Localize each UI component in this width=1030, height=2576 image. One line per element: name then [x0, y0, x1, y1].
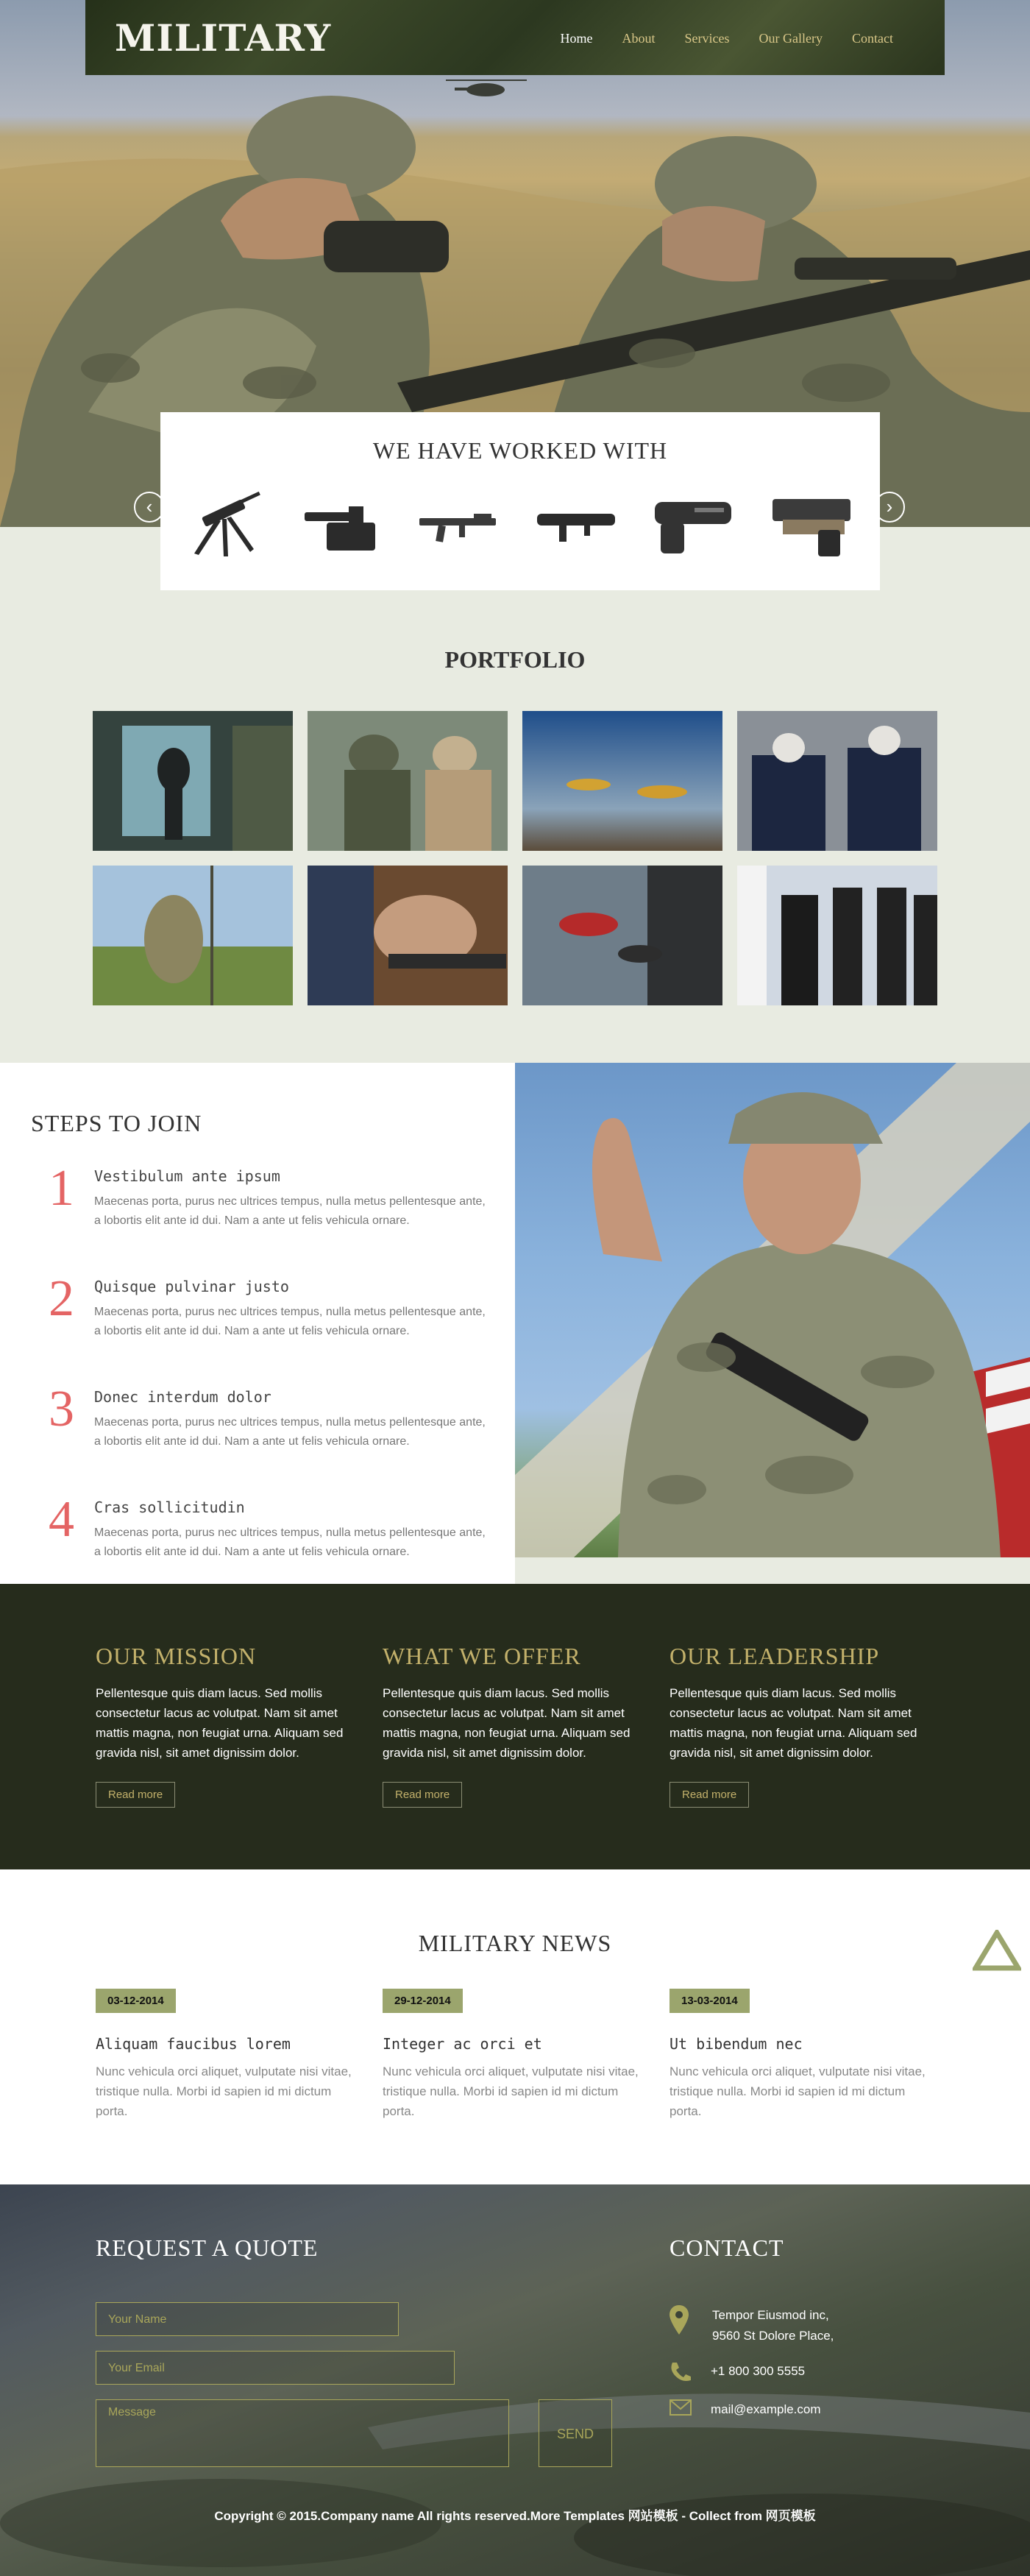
portfolio-image[interactable]	[522, 711, 722, 851]
mission-column	[670, 1643, 920, 1808]
news-headline[interactable]: Integer ac orci et	[383, 2035, 542, 2053]
nav-gallery[interactable]: Our Gallery	[759, 31, 823, 46]
news-title: MILITARY NEWS	[418, 1930, 612, 1956]
step-text: Maecenas porta, purus nec ultrices tempus, nulla metus pellentesque ante, a lobortis elit ante id dui. Nam a ante ut felis vehicula ornare.	[94, 1195, 486, 1227]
news-headline[interactable]: Ut bibendum nec	[670, 2035, 803, 2053]
news-headline[interactable]: Aliquam faucibus lorem	[96, 2035, 291, 2053]
step-number: 2	[49, 1270, 74, 1327]
address-line-2: 9560 St Dolore Place,	[712, 2329, 834, 2343]
portfolio-image[interactable]	[522, 866, 722, 1005]
news-date-badge: 03-12-2014	[96, 1989, 176, 2013]
contact-phone	[670, 2361, 805, 2382]
mission-text: Pellentesque quis diam lacus. Sed mollis consectetur lacus ac volutpat. Nam sit amet mattis magna, non feugiat urna. Aliquam sed gravida nisl, sit amet dignissim dolor.	[96, 1686, 344, 1760]
tripod-gun-icon	[180, 486, 265, 559]
read-more-button[interactable]: Read more	[670, 1782, 749, 1808]
chevron-right-icon: ›	[886, 495, 893, 517]
mission-section	[0, 1584, 1030, 1869]
step-text: Maecenas porta, purus nec ultrices tempus, nulla metus pellentesque ante, a lobortis elit ante id dui. Nam a ante ut felis vehicula ornare.	[94, 1306, 486, 1337]
news-item	[383, 1989, 640, 2121]
news-date-badge: 29-12-2014	[383, 1989, 463, 2013]
copyright-text: Copyright © 2015.Company name All rights reserved.More Templates 网站模板 - Collect from 网页模板	[214, 2509, 816, 2523]
nav-services[interactable]: Services	[684, 31, 730, 46]
portfolio-image[interactable]	[308, 711, 508, 851]
message-field[interactable]: Message	[96, 2399, 509, 2467]
news-text: Nunc vehicula orci aliquet, vulputate nisi vitae, tristique nulla. Morbi id sapien id mi dictum porta.	[670, 2064, 926, 2118]
mounted-gun-icon	[297, 486, 383, 559]
contact-email	[670, 2399, 821, 2420]
step-title: Donec interdum dolor	[94, 1388, 271, 1406]
step-title: Cras sollicitudin	[94, 1498, 245, 1516]
news-date-badge: 13-03-2014	[670, 1989, 750, 2013]
email-address[interactable]: mail@example.com	[711, 2402, 821, 2416]
worked-with-title: WE HAVE WORKED WITH	[372, 437, 668, 464]
site-header	[85, 0, 945, 75]
send-button[interactable]: SEND	[539, 2399, 612, 2467]
launcher-icon	[533, 486, 618, 559]
mission-column	[383, 1643, 633, 1808]
leadership-text: Pellentesque quis diam lacus. Sed mollis consectetur lacus ac volutpat. Nam sit amet mattis magna, non feugiat urna. Aliquam sed gravida nisl, sit amet dignissim dolor.	[670, 1686, 917, 1760]
mission-column	[96, 1643, 346, 1808]
step-title: Vestibulum ante ipsum	[94, 1167, 280, 1185]
portfolio-image[interactable]	[737, 711, 937, 851]
phone-icon	[670, 2361, 692, 2382]
scroll-top-icon[interactable]	[973, 1930, 1021, 1971]
portfolio-title: PORTFOLIO	[444, 646, 586, 673]
main-nav	[546, 31, 908, 46]
site-logo[interactable]: MILITARY	[115, 16, 332, 60]
mission-title: OUR MISSION	[96, 1643, 257, 1669]
email-field[interactable]: Your Email	[96, 2351, 455, 2385]
news-item	[670, 1989, 927, 2121]
step-number: 4	[49, 1491, 74, 1548]
step-text: Maecenas porta, purus nec ultrices tempus, nulla metus pellentesque ante, a lobortis elit ante id dui. Nam a ante ut felis vehicula ornare.	[94, 1526, 486, 1558]
worked-with-panel	[160, 412, 880, 590]
news-text: Nunc vehicula orci aliquet, vulputate nisi vitae, tristique nulla. Morbi id sapien id mi dictum porta.	[383, 2064, 639, 2118]
saluting-soldier-photo	[515, 1063, 1030, 1557]
contact-title: CONTACT	[670, 2234, 784, 2261]
nav-home[interactable]: Home	[560, 31, 593, 46]
mail-icon	[670, 2399, 692, 2416]
portfolio-image[interactable]	[93, 866, 293, 1005]
pistol-icon	[768, 486, 853, 559]
contact-address	[670, 2305, 834, 2346]
address-line-1: Tempor Eiusmod inc,	[712, 2308, 829, 2322]
map-pin-icon	[670, 2305, 689, 2335]
chevron-left-icon: ‹	[146, 495, 153, 517]
portfolio-image[interactable]	[737, 866, 937, 1005]
assault-rifle-icon	[415, 486, 500, 559]
portfolio-image[interactable]	[308, 866, 508, 1005]
news-section	[0, 1869, 1030, 2184]
step-text: Maecenas porta, purus nec ultrices tempus, nulla metus pellentesque ante, a lobortis elit ante id dui. Nam a ante ut felis vehicula ornare.	[94, 1416, 486, 1448]
step-number: 3	[49, 1381, 74, 1437]
leadership-title: OUR LEADERSHIP	[670, 1643, 880, 1669]
offer-title: WHAT WE OFFER	[383, 1643, 581, 1669]
nav-about[interactable]: About	[622, 31, 656, 46]
news-text: Nunc vehicula orci aliquet, vulputate nisi vitae, tristique nulla. Morbi id sapien id mi dictum porta.	[96, 2064, 352, 2118]
name-field[interactable]: Your Name	[96, 2302, 399, 2336]
blaster-pistol-icon	[650, 486, 736, 559]
quote-title: REQUEST A QUOTE	[96, 2234, 319, 2261]
nav-contact[interactable]: Contact	[852, 31, 893, 46]
step-number: 1	[49, 1160, 74, 1217]
read-more-button[interactable]: Read more	[96, 1782, 175, 1808]
read-more-button[interactable]: Read more	[383, 1782, 462, 1808]
steps-title: STEPS TO JOIN	[31, 1110, 202, 1136]
step-title: Quisque pulvinar justo	[94, 1278, 289, 1295]
phone-number[interactable]: +1 800 300 5555	[711, 2364, 806, 2378]
offer-text: Pellentesque quis diam lacus. Sed mollis consectetur lacus ac volutpat. Nam sit amet mattis magna, non feugiat urna. Aliquam sed gravida nisl, sit amet dignissim dolor.	[383, 1686, 631, 1760]
portfolio-image[interactable]	[93, 711, 293, 851]
news-item	[96, 1989, 353, 2121]
steps-section	[0, 1063, 515, 1584]
